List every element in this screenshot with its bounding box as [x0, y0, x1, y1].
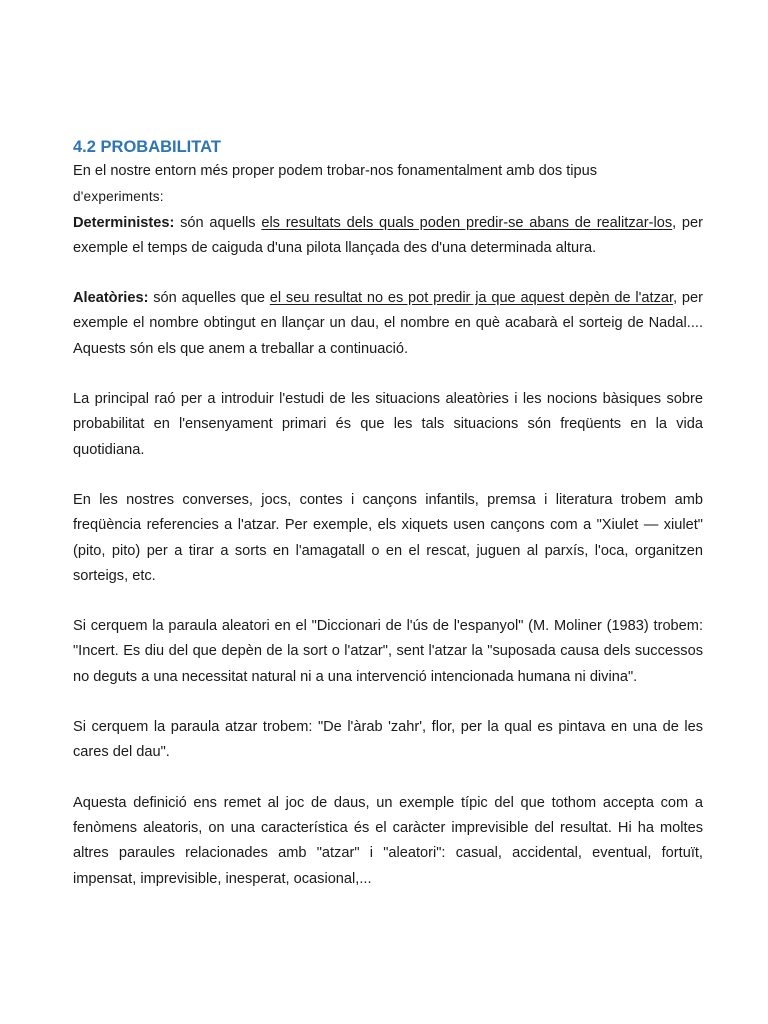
aleatories-pre: són aquelles que	[148, 290, 270, 307]
aleatories-post: , per exemple el nombre obtingut en llançar un dau, el nombre en què acabarà el sorteig de Nadal.... Aquests són els que anem a treballar a continuació.	[73, 290, 703, 357]
section-heading: 4.2 PROBABILITAT	[73, 138, 221, 156]
intro-line-1: En el nostre entorn més proper podem trobar-nos fonamentalment amb dos tipus	[73, 163, 598, 179]
paragraph-dice-definition: Aquesta definició ens remet al joc de daus, un exemple típic del que tothom accepta com a fenòmens aleatoris, on una característica és el caràcter imprevisible del resultat. Hi ha moltes altres paraules relacionades amb "atzar" i "aleatori": casual, accidental, eventual, fortuït, impensat, imprevisible, inesperat, ocasional,...	[73, 794, 703, 887]
aleatories-paragraph	[73, 286, 703, 362]
deterministes-term: Deterministes:	[73, 214, 175, 231]
paragraph-dictionary-atzar: Si cerquem la paraula atzar trobem: "De l'àrab 'zahr', flor, per la qual es pintava en una de les cares del dau".	[73, 719, 703, 761]
intro-line-2: d'experiments:	[73, 189, 164, 205]
aleatories-underlined: el seu resultat no es pot predir ja que aquest depèn de l'atzar	[269, 290, 674, 307]
paragraph-everyday-examples: En les nostres converses, jocs, contes i cançons infantils, premsa i literatura trobem amb freqüència referencies a l'atzar. Per exemple, els xiquets usen cançons com a "Xiulet — xiulet"(pito, pito) per a tirar a sorts en l'amagatall o en el rescat, juguen al parxís, l'oca, organitzen sorteigs, etc.	[73, 491, 703, 584]
intro-paragraph	[73, 159, 703, 211]
paragraph-dictionary-aleatori: Si cerquem la paraula aleatori en el "Diccionari de l'ús de l'espanyol" (M. Moliner (1983) trobem: "Incert. Es diu del que depèn de la sort o l'atzar", sent l'atzar la "suposada causa dels successos no deguts a una necessitat natural ni a una intervenció intencionada humana ni divina".	[73, 618, 703, 685]
deterministes-pre: són aquells	[174, 214, 262, 231]
paragraph-motivation: La principal raó per a introduir l'estudi de les situacions aleatòries i les nocions bàsiques sobre probabilitat en l'ensenyament primari és que les tals situacions són freqüents en la vida quotidiana.	[73, 391, 703, 458]
aleatories-term: Aleatòries:	[73, 290, 149, 307]
document-page	[73, 128, 703, 892]
deterministes-post: , per exemple el temps de caiguda d'una pilota llançada des d'una determinada altura.	[73, 214, 703, 256]
deterministes-underlined: els resultats dels quals poden predir-se abans de realitzar-los	[261, 214, 673, 231]
deterministes-paragraph	[73, 211, 703, 262]
